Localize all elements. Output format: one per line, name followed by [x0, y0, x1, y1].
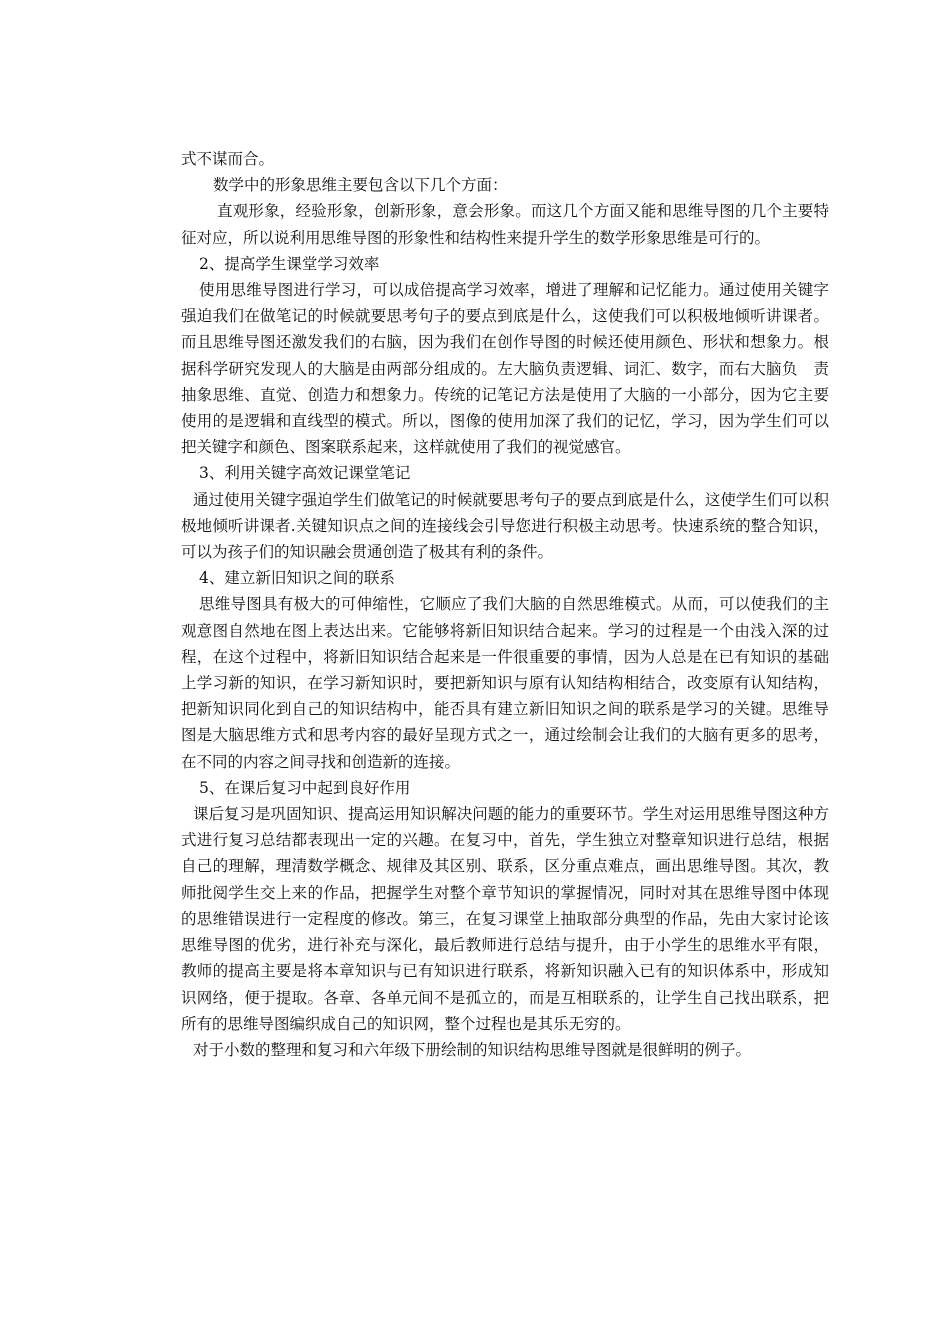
section-heading-3: 3、利用关键字高效记课堂笔记: [199, 464, 411, 483]
paragraph-section-2: 使用思维导图进行学习，可以成倍提高学习效率，增进了理解和记忆能力。通过使用关键字强迫我们在做笔记的时候就要思考句子的要点到底是什么，这使我们可以积极地倾听讲课者。而且思维导图还激发我们的右脑，因为我们在创作导图的时候还使用颜色、形状和想象力。根据科学研究发现人的大脑是由两部分组成的。左大脑负责逻辑、词汇、数字，而右大脑负 责抽象思维、直觉、创造力和想象力。传统的记笔记方法是使用了大脑的一小部分，因为它主要使用的是逻辑和直线型的模式。所以，图像的使用加深了我们的记忆，学习，因为学生们可以把关键字和颜色、图案联系起来，这样就使用了我们的视觉感官。: [181, 281, 829, 457]
paragraph-continuation: 式不谋而合。: [181, 150, 275, 168]
paragraph-section-4: 思维导图具有极大的可伸缩性，它顺应了我们大脑的自然思维模式。从而，可以使我们的主观意图自然地在图上表达出来。它能够将新旧知识结合起来。学习的过程是一个由浅入深的过程，在这个过程中，将新旧知识结合起来是一件很重要的事情，因为人总是在已有知识的基础上学习新的知识，在学习新知识时，要把新知识与原有认知结构相结合，改变原有认知结构，把新知识同化到自己的知识结构中，能否具有建立新旧知识之间的联系是学习的关键。思维导图是大脑思维方式和思考内容的最好呈现方式之一，通过绘制会让我们的大脑有更多的思考，在不同的内容之间寻找和创造新的连接。: [181, 595, 829, 771]
paragraph-section-5: 课后复习是巩固知识、提高运用知识解决问题的能力的重要环节。学生对运用思维导图这种方式进行复习总结都表现出一定的兴趣。在复习中，首先，学生独立对整章知识进行总结，根据自己的理解，理清数学概念、规律及其区别、联系，区分重点难点，画出思维导图。其次，教师批阅学生交上来的作品，把握学生对整个章节知识的掌握情况，同时对其在思维导图中体现的思维错误进行一定程度的修改。第三，在复习课堂上抽取部分典型的作品，先由大家讨论该思维导图的优劣，进行补充与深化，最后教师进行总结与提升，由于小学生的思维水平有限，教师的提高主要是将本章知识与已有知识进行联系，将新知识融入已有的知识体系中，形成知识网络，便于提取。各章、各单元间不是孤立的，而是互相联系的，让学生自己找出联系，把所有的思维导图编织成自己的知识网，整个过程也是其乐无穷的。: [181, 805, 829, 1033]
section-heading-2: 2、提高学生课堂学习效率: [199, 254, 380, 273]
section-heading-5: 5、在课后复习中起到良好作用: [199, 778, 411, 797]
paragraph-section-3: 通过使用关键字强迫学生们做笔记的时候就要思考句子的要点到底是什么，这使学生们可以积极地倾听讲课者.关键知识点之间的连接线会引导您进行积极主动思考。快速系统的整合知识，可以为孩子们的知识融会贯通创造了极其有利的条件。: [181, 490, 829, 562]
document-body: [181, 146, 829, 1063]
paragraph-aspects-list: 直观形象，经验形象，创新形象，意会形象。而这几个方面又能和思维导图的几个主要特征对应，所以说利用思维导图的形象性和结构性来提升学生的数学形象思维是可行的。: [181, 202, 829, 247]
paragraph-intro-aspects: 数学中的形象思维主要包含以下几个方面：: [213, 176, 508, 195]
section-heading-4: 4、建立新旧知识之间的联系: [199, 569, 395, 588]
paragraph-closing-example: 对于小数的整理和复习和六年级下册绘制的知识结构思维导图就是很鲜明的例子。: [193, 1040, 752, 1059]
